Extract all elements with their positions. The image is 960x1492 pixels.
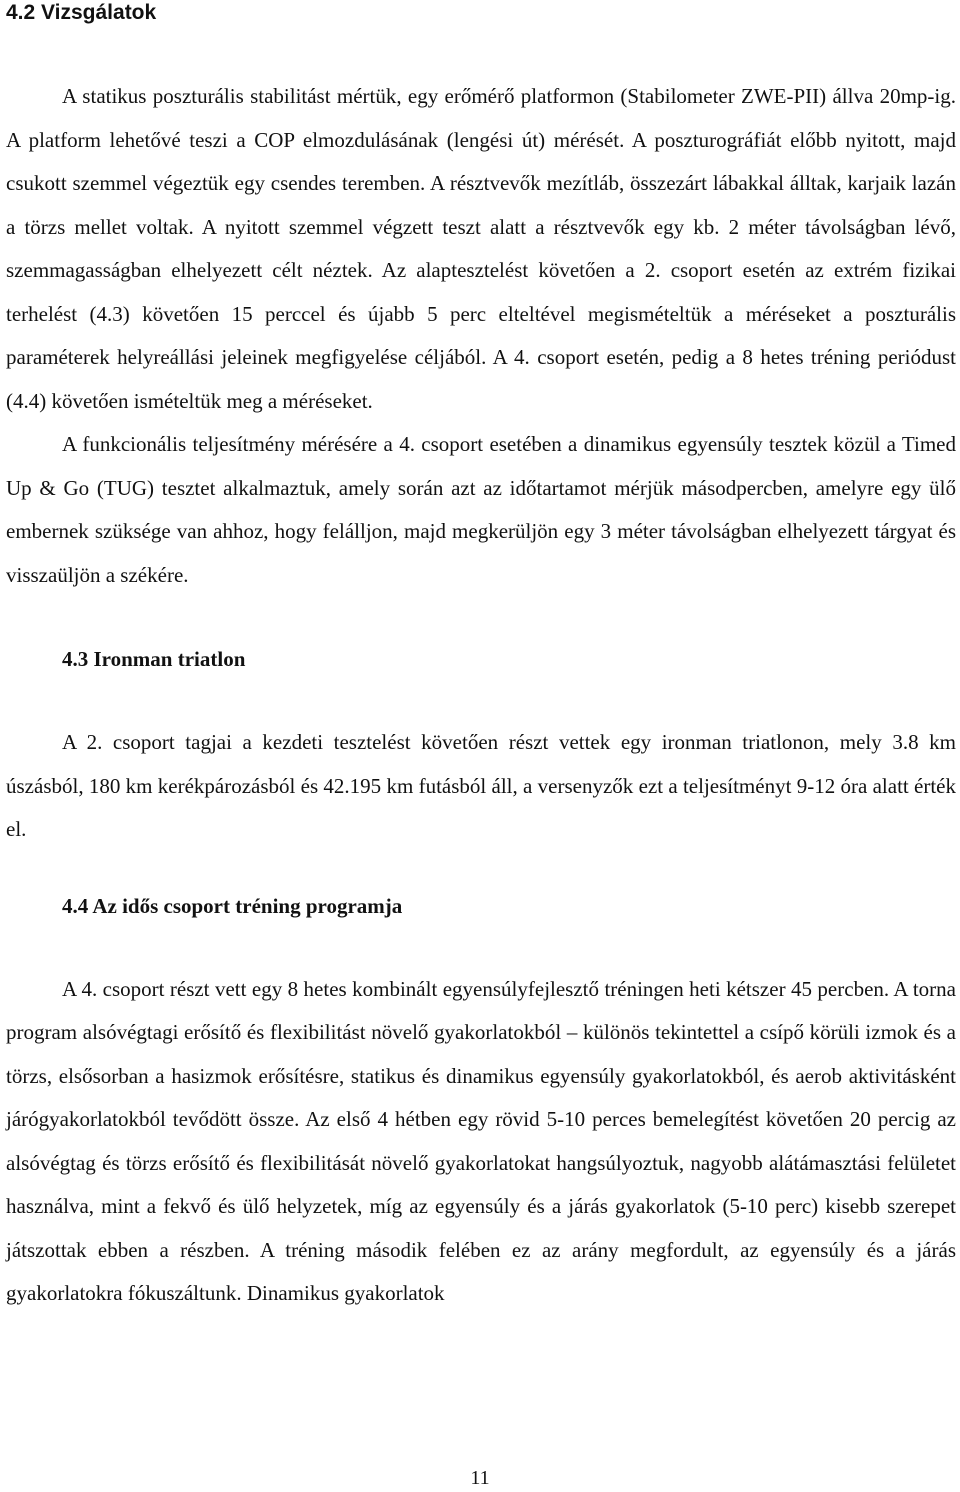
paragraph-training-program: A 4. csoport részt vett egy 8 hetes kombinált egyensúlyfejlesztő tréningen heti kétszer 45 percben. A torna program alsóvégtagi erősítő és flexibilitást növelő gyakorlatokból – különös tekintettel a csípő körüli izmok és a törzs, elsősorban a hasizmok erősítésre, statikus és dinamikus egyensúly gyakorlatokból, és aerob aktivitásként járógyakorlatokból tevődött össze. Az első 4 hétben egy rövid 5-10 perces bemelegítést követően 20 percig az alsóvégtag és törzs erősítő és flexibilitását növelő gyakorlatokat hangsúlyoztuk, nagyobb alátámasztási felületet használva, mint a fekvő és ülő helyzetek, míg az egyensúly és a járás gyakorlatok (5-10 perc) kisebb szerepet játszottak ebben a részben. A tréning második felében ez az arány megfordult, az egyensúly és a járás gyakorlatokra fókuszáltunk. Dinamikus gyakorlatok xyxy=(6,976,956,1305)
paragraph-posturography: A statikus poszturális stabilitást mértük, egy erőmérő platformon (Stabilometer ZWE-PII) állva 20mp-ig. A platform lehetővé teszi a COP elmozdulásának (lengési út) mérését. A poszturográfiát előbb nyitott, majd csukott szemmel végeztük egy csendes teremben. A résztvevők mezítláb, összezárt lábakkal álltak, karjaik lazán a törzs mellet voltak. A nyitott szemmel végzett teszt alatt a résztvevők egy kb. 2 méter távolságban lévő, szemmagasságban elhelyezett célt néztek. Az alaptesztelést követően a 2. csoport esetén az extrém fizikai terhelést (4.3) követően 15 perccel és újabb 5 perc elteltével megismételtük a méréseket a poszturális paraméterek helyreállási jeleinek megfigyelése céljából. A 4. csoport esetén, pedig a 8 hetes tréning periódust (4.4) követően ismételtük meg a méréseket. xyxy=(6,84,956,413)
section-heading-4-2: 4.2 Vizsgálatok xyxy=(6,1,157,24)
spacer xyxy=(6,852,956,892)
page-number: 11 xyxy=(470,1467,490,1489)
paragraph-ironman: A 2. csoport tagjai a kezdeti tesztelést követően részt vettek egy ironman triatlonon, mely 3.8 km úszásból, 180 km kerékpározásból és 42.195 km futásból áll, a versenyzők ezt a teljesítményt 9-12 óra alatt érték el. xyxy=(6,730,956,841)
section-heading-4-3: 4.3 Ironman triatlon xyxy=(62,647,246,671)
paragraph-tug-test: A funkcionális teljesítmény mérésére a 4. csoport esetében a dinamikus egyensúly tesztek közül a Timed Up & Go (TUG) tesztet alkalmaztuk, amely során azt az időtartamot mérjük másodpercben, amelyre egy ülő embernek szüksége van ahhoz, hogy felálljon, majd megkerüljön egy 3 méter távolságban elhelyezett tárgyat és visszaüljön a székére. xyxy=(6,432,956,587)
document-page xyxy=(6,0,956,1316)
spacer xyxy=(6,920,956,968)
spacer xyxy=(6,26,956,75)
spacer xyxy=(6,673,956,721)
section-heading-4-4: 4.4 Az idős csoport tréning programja xyxy=(62,893,403,918)
spacer xyxy=(6,597,956,645)
